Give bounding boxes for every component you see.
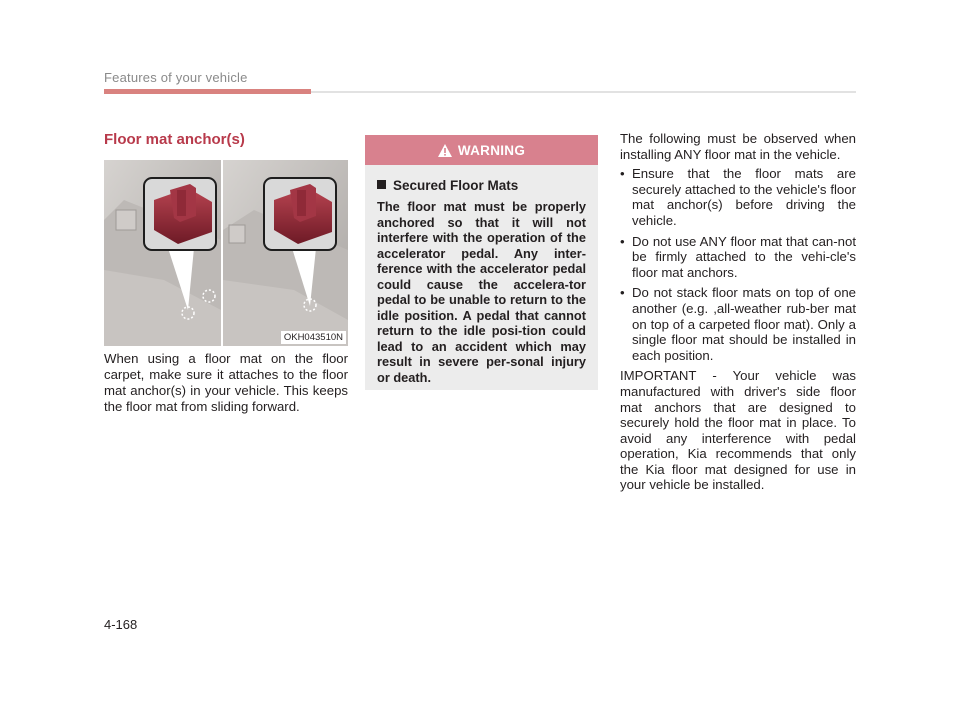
- warning-subtitle: [377, 178, 586, 193]
- right-column: [620, 131, 856, 497]
- header-rule: [311, 91, 856, 93]
- warning-body: The floor mat must be properly anchored so that it will not interfere with the operation of the accelerator pedal. Any inter-ference with the accelerator pedal could cause the accelera-tor pedal to be unable to return to the idle position. A pedal that cannot return to the idle posi-tion could lead to an accident which may result in severe per-sonal injury or death.: [377, 199, 586, 385]
- intro-paragraph: When using a floor mat on the floor carpet, make sure it attaches to the floor mat anchor(s) in your vehicle. This keeps the floor mat from sliding forward.: [104, 351, 348, 414]
- list-item: • Ensure that the floor mats are securely attached to the vehicle's floor mat anchor(s) before driving the vehicle.: [620, 166, 856, 228]
- warning-box: [365, 135, 598, 390]
- bullet-icon: •: [620, 285, 625, 301]
- header-accent-bar: [104, 89, 311, 94]
- bullet-icon: •: [620, 233, 625, 249]
- warning-subtitle-text: Secured Floor Mats: [393, 178, 519, 193]
- warning-header: [365, 135, 598, 165]
- important-note: IMPORTANT - Your vehicle was manufactured with driver's side floor mat anchors that are designed to securely hold the floor mat in place. To avoid any interference with pedal operation, Kia recommends that only the Kia floor mat designed for use in your vehicle be installed.: [620, 368, 856, 493]
- running-header: Features of your vehicle: [104, 70, 248, 85]
- section-title: Floor mat anchor(s): [104, 131, 245, 148]
- floor-mat-anchor-illustration: [104, 160, 348, 346]
- list-item: • Do not stack floor mats on top of one another (e.g. ,all-weather rub-ber mat on top of a carpeted floor mat). Only a single floor mat should be installed in each position.: [620, 285, 856, 363]
- page-number: 4-168: [104, 617, 138, 632]
- square-bullet-icon: [377, 180, 386, 189]
- bullet-icon: •: [620, 166, 625, 182]
- warning-label: WARNING: [457, 142, 526, 158]
- figure-code: OKH043510N: [281, 331, 346, 344]
- precaution-list: [620, 166, 856, 363]
- floor-mat-anchor-figure: [104, 160, 348, 346]
- warning-triangle-icon: [438, 144, 452, 157]
- right-intro: The following must be observed when installing ANY floor mat in the vehicle.: [620, 131, 856, 162]
- list-item: • Do not use ANY floor mat that can-not be firmly attached to the vehi-cle's floor mat anchors.: [620, 233, 856, 280]
